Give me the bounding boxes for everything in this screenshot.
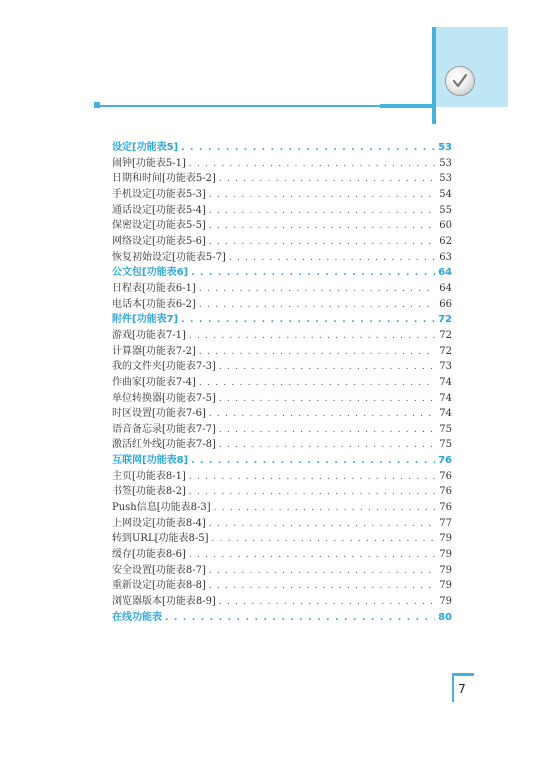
toc-entry[interactable] [112, 437, 452, 453]
toc-entry[interactable] [112, 375, 452, 391]
toc-entry-page: 79 [439, 549, 452, 561]
toc-entry-page: 66 [439, 298, 452, 310]
toc-leader-dots [189, 157, 435, 173]
toc-leader-dots [212, 532, 435, 548]
toc-entry[interactable] [112, 531, 452, 547]
toc-entry-title: 公文包[功能表6] [112, 267, 189, 279]
page-number-top-bar [452, 673, 474, 676]
toc-entry-page: 63 [439, 251, 452, 263]
toc-entry[interactable] [112, 547, 452, 563]
toc-entry-page: 72 [439, 345, 452, 357]
toc-entry-title: 缓存[功能表8-6] [112, 549, 186, 561]
toc-entry-title: 重新设定[功能表8-8] [112, 580, 206, 592]
toc-entry-page: 76 [439, 502, 452, 514]
toc-entry[interactable] [112, 500, 452, 516]
toc-entry-title: 附件[功能表7] [112, 314, 179, 326]
toc-entry[interactable] [112, 484, 452, 500]
toc-entry-title: 转到URL[功能表8-5] [112, 533, 209, 545]
toc-leader-dots [181, 141, 435, 157]
toc-entry-page: 60 [439, 220, 452, 232]
toc-entry-title: 浏览器版本[功能表8-9] [112, 596, 216, 608]
toc-entry-page: 72 [439, 329, 452, 341]
toc-leader-dots [209, 517, 435, 533]
toc-leader-dots [209, 235, 435, 251]
toc-entry-page: 55 [439, 204, 452, 216]
toc-leader-dots [189, 470, 435, 486]
toc-leader-dots [209, 564, 435, 580]
toc-entry-page: 76 [438, 455, 452, 467]
toc-entry-page: 72 [438, 314, 452, 326]
toc-entry-title: 语音备忘录[功能表7-7] [112, 423, 216, 435]
toc-leader-dots [165, 611, 435, 627]
toc-entry[interactable] [112, 187, 452, 203]
toc-entry-page: 77 [439, 517, 452, 529]
toc-entry[interactable] [112, 171, 452, 187]
toc-section-heading[interactable] [112, 610, 452, 626]
toc-entry-title: 电话本[功能表6-2] [112, 298, 196, 310]
toc-entry[interactable] [112, 203, 452, 219]
toc-leader-dots [209, 407, 435, 423]
toc-entry[interactable] [112, 281, 452, 297]
toc-entry-page: 79 [439, 596, 452, 608]
toc-entry[interactable] [112, 359, 452, 375]
toc-entry[interactable] [112, 391, 452, 407]
toc-entry-page: 75 [439, 423, 452, 435]
toc-entry[interactable] [112, 250, 452, 266]
toc-entry-page: 76 [439, 486, 452, 498]
toc-leader-dots [209, 579, 435, 595]
toc-section-heading[interactable] [112, 140, 452, 156]
toc-entry-page: 76 [439, 470, 452, 482]
toc-entry-title: 书签[功能表8-2] [112, 486, 186, 498]
toc-leader-dots [219, 423, 435, 439]
toc-entry-title: 作曲家[功能表7-4] [112, 376, 196, 388]
toc-entry-title: 主页[功能表8-1] [112, 470, 186, 482]
toc-leader-dots [209, 188, 435, 204]
toc-entry-title: 上网设定[功能表8-4] [112, 517, 206, 529]
header-rule-thick-segment [380, 104, 434, 108]
toc-entry-title: 日程表[功能表6-1] [112, 282, 196, 294]
toc-entry[interactable] [112, 516, 452, 532]
toc-leader-dots [189, 548, 435, 564]
toc-entry-page: 74 [439, 392, 452, 404]
toc-leader-dots [199, 376, 435, 392]
toc-entry[interactable] [112, 297, 452, 313]
toc-section-heading[interactable] [112, 453, 452, 469]
toc-entry[interactable] [112, 218, 452, 234]
toc-entry-title: 单位转换器[功能表7-5] [112, 392, 216, 404]
toc-entry-page: 74 [439, 376, 452, 388]
toc-entry-title: 时区设置[功能表7-6] [112, 408, 206, 420]
toc-entry-title: 网络设定[功能表5-6] [112, 235, 206, 247]
toc-leader-dots [219, 392, 435, 408]
toc-leader-dots [219, 595, 435, 611]
toc-entry[interactable] [112, 422, 452, 438]
check-mark-icon [445, 66, 475, 96]
tab-vertical-bar [432, 27, 436, 124]
toc-entry-title: 激活红外线[功能表7-8] [112, 439, 216, 451]
toc-entry-page: 64 [439, 282, 452, 294]
toc-entry[interactable] [112, 328, 452, 344]
toc-entry-title: 在线功能表 [112, 611, 162, 623]
toc-entry-title: 计算器[功能表7-2] [112, 345, 196, 357]
toc-entry-page: 53 [439, 173, 452, 185]
toc-leader-dots [199, 345, 435, 361]
toc-entry-page: 54 [439, 188, 452, 200]
toc-leader-dots [214, 501, 435, 517]
toc-entry-title: 日期和时间[功能表5-2] [112, 173, 216, 185]
toc-section-heading[interactable] [112, 312, 452, 328]
toc-entry-title: 我的文件夹[功能表7-3] [112, 361, 216, 373]
toc-leader-dots [199, 282, 435, 298]
toc-leader-dots [199, 298, 435, 314]
toc-leader-dots [189, 329, 435, 345]
toc-entry[interactable] [112, 156, 452, 172]
toc-leader-dots [191, 454, 435, 470]
page-number: 7 [458, 682, 466, 696]
toc-entry[interactable] [112, 406, 452, 422]
toc-entry-title: 通话设定[功能表5-4] [112, 204, 206, 216]
header-rule-end-square [94, 102, 100, 108]
toc-entry-page: 53 [439, 157, 452, 169]
toc-entry[interactable] [112, 563, 452, 579]
toc-entry[interactable] [112, 578, 452, 594]
toc-entry[interactable] [112, 234, 452, 250]
toc-entry-title: Push信息[功能表8-3] [112, 502, 211, 514]
toc-entry-title: 闹钟[功能表5-1] [112, 157, 186, 169]
toc-entry-page: 80 [438, 611, 452, 623]
toc-entry-title: 保密设定[功能表5-5] [112, 220, 206, 232]
table-of-contents [112, 140, 452, 625]
toc-entry-page: 74 [439, 408, 452, 420]
toc-entry-page: 62 [439, 235, 452, 247]
toc-leader-dots [219, 172, 435, 188]
toc-entry-title: 互联网[功能表8] [112, 455, 189, 467]
toc-leader-dots [209, 204, 435, 220]
toc-entry[interactable] [112, 344, 452, 360]
toc-entry-title: 安全设置[功能表8-7] [112, 564, 206, 576]
toc-section-heading[interactable] [112, 265, 452, 281]
toc-leader-dots [191, 266, 435, 282]
toc-leader-dots [219, 360, 435, 376]
toc-leader-dots [209, 219, 435, 235]
toc-entry-title: 恢复初始设定[功能表5-7] [112, 251, 226, 263]
toc-entry-page: 75 [439, 439, 452, 451]
toc-entry-page: 73 [439, 361, 452, 373]
toc-entry-page: 79 [439, 580, 452, 592]
toc-entry-title: 手机设定[功能表5-3] [112, 188, 206, 200]
toc-leader-dots [189, 485, 435, 501]
toc-leader-dots [229, 251, 435, 267]
toc-entry-page: 79 [439, 533, 452, 545]
toc-entry-page: 64 [438, 267, 452, 279]
toc-leader-dots [219, 438, 435, 454]
toc-entry-title: 游戏[功能表7-1] [112, 329, 186, 341]
toc-leader-dots [181, 313, 435, 329]
toc-entry[interactable] [112, 594, 452, 610]
toc-entry[interactable] [112, 469, 452, 485]
toc-entry-title: 设定[功能表5] [112, 142, 179, 153]
toc-entry-page: 79 [439, 564, 452, 576]
toc-entry-page: 53 [438, 142, 452, 153]
